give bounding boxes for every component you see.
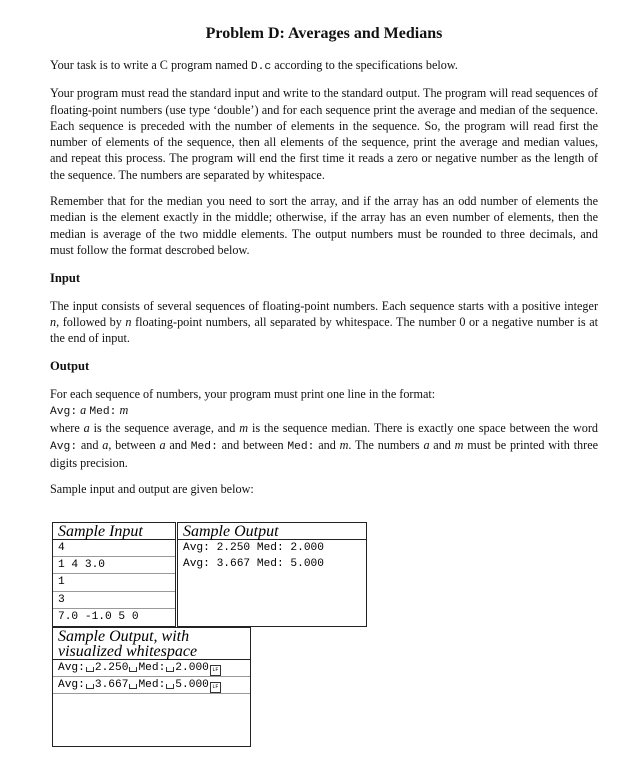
visualized-header: Sample Output, with visualized whitespace [53,628,250,660]
output-format-line: Avg: a Med: m [50,403,129,419]
output-description: where a is the sequence average, and m is the sequence median. There is exactly one space between the word Avg: and a, between a and Med: and between Med: and m. The numbers a and m must be printed with three digits precision. [50,421,599,470]
space-marker-icon [166,684,174,689]
space-marker-icon [166,667,174,672]
sample-input-line: 4 [53,540,175,557]
input-heading: Input [50,271,81,286]
sample-input-line: 3 [53,592,175,609]
space-marker-icon [129,684,137,689]
space-marker-icon [86,667,94,672]
median-paragraph: Remember that for the median you need to sort the array, and if the array has an odd number of elements the median is the element exactly in the middle; otherwise, if the array has an even number of elements, then the median is average of the two middle elements. The output numbers must be rounded to three decimals, and must follow the format descrobed below. [50,194,598,257]
sample-input-header: Sample Input [53,523,175,540]
visualized-output-line: Avg: 3.667 Med: 5.000 LF [53,677,250,694]
sample-output-box [177,522,367,627]
space-marker-icon [86,684,94,689]
description-paragraph: Your program must read the standard input and write to the standard output. The program will read sequences of floating-point numbers (use type ‘double’) and for each sequence print the average and median of the sequence. Each sequence is preceded with the number of elements in the sequence. So, the program will read first the number of elements of the sequence, then all elements of the sequence, print the average and median values, and repeat this process. The program will end the first time it reads a zero or negative number as the length of the sequence. The numbers are separated by whitespace. [50,86,598,182]
visualized-output-line: Avg: 2.250 Med: 2.000 LF [53,660,250,677]
filename-code: D.c [250,61,272,73]
sample-input-line: 7.0 -1.0 5 0 [58,610,139,623]
page-title: Problem D: Averages and Medians [205,25,443,42]
sample-input-box [52,522,176,627]
newline-marker-icon: LF [210,665,221,676]
visualized-output-box [52,627,251,747]
problem-page [50,24,598,498]
space-marker-icon [129,667,137,672]
input-paragraph: The input consists of several sequences of floating-point numbers. Each sequence starts with a positive integer n, followed by n floating-point numbers, all separated by whitespace. The number 0 or a negative number is at the end of input. [50,298,598,346]
sample-input-line: 1 [53,574,175,591]
sample-output-header: Sample Output [178,523,366,540]
output-heading: Output [50,359,90,374]
sample-output-line: Avg: 3.667 Med: 5.000 [183,558,324,571]
sample-output-line: Avg: 2.250 Med: 2.000 [183,542,324,554]
intro-paragraph: Your task is to write a C program named D.c according to the specifications below. [50,58,458,73]
output-format-intro: For each sequence of numbers, your program must print one line in the format: [50,386,436,401]
sample-input-line: 1 4 3.0 [53,557,175,574]
sample-intro: Sample input and output are given below: [50,482,254,497]
newline-marker-icon: LF [210,682,221,693]
